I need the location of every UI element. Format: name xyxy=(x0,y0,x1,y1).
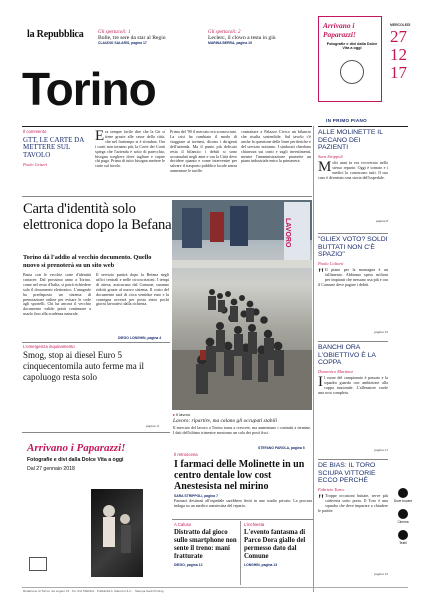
small-1-author: DIEGO, pagina 12 xyxy=(174,563,203,567)
bottom-promo[interactable] xyxy=(23,437,149,583)
teaser-1[interactable] xyxy=(98,30,202,45)
right-3-title: BANCHI ORA L'OBIETTIVO È LA COPPA xyxy=(318,344,376,367)
bottom-rule xyxy=(172,519,313,520)
theater-icon xyxy=(398,530,408,540)
right-column xyxy=(318,129,388,582)
smog-title: Smog, stop ai diesel Euro 5 cinquecentomila auto ferme ma il capoluogo resta solo xyxy=(23,350,144,382)
strip-rule xyxy=(22,196,312,197)
sidebar-item-cinema[interactable]: Cinema xyxy=(390,509,416,524)
right-3-author: Domenico Martinez xyxy=(318,368,353,374)
main-subtitle: Torino dà l'addio al vecchio documento. Quello nuovo si prenoterà su un sito web xyxy=(23,254,152,269)
teaser-2-title: Leclerc, il clown a testa in giù xyxy=(208,35,276,41)
small-1-title: Distratto dal gioco sullo smartphone non sente il treno: mani fratturate xyxy=(174,529,237,560)
masthead-rule xyxy=(22,126,312,127)
small-article-1[interactable] xyxy=(174,522,238,567)
commentary-text: E ra sempre facile dire che la Gtt si tiene grazie alle casse della città, che nel frattempo si è sfondata. Ora i conti non tornano più, la Corte dei Conti spiega che l'azienda è sotto di parecchio, bisogna scegliere dove tagliare e capire chi paga. Prima di tutto bisogna mettere le carte sul tavolo. xyxy=(95,130,165,169)
photo-sign: LAVORO xyxy=(284,218,291,248)
right-article-2[interactable] xyxy=(318,234,388,342)
date-year: 17 xyxy=(390,63,407,82)
photo-text: Il mercato del lavoro a Torino torna a crescere, ma aumentano i contratti a termine. I dati dell'ultimo trimestre mostrano un calo dei posti fissi. xyxy=(173,426,311,435)
sidebar-item-orari[interactable]: Dove trovare xyxy=(390,488,416,503)
commentary-kicker: Il commento xyxy=(23,129,47,134)
right-1-author: Sara Strippoli xyxy=(318,153,343,159)
right-article-3[interactable] xyxy=(318,342,388,460)
molinette-author: SARA STRIPPOLI, pagina 7 xyxy=(174,494,218,498)
smog-page: pagina 11 xyxy=(146,424,160,428)
right-1-text: Molti anni fa era ricoverato nello stesso reparto. Oggi è tornato e i medici lo conoscono tutti. Il suo caso è diventato una storia dell'ospedale. xyxy=(318,160,388,180)
crowd-photo-illustration xyxy=(172,200,312,410)
cinema-icon xyxy=(398,509,408,519)
right-1-page: pagina 8 xyxy=(376,218,388,223)
right-2-text: " Il piano per la montagna è un fallimento. Abbiamo speso milioni per impianti che nessuno usa più e ora il Comune deve pagare i debiti. xyxy=(318,267,388,287)
commentary-author: Paolo Griseri xyxy=(23,162,48,168)
main-author: DIEGO LONGHIN, pagina 4 xyxy=(118,336,162,340)
teaser-1-byline: CLAUDIO SALARIS, pagina 17 xyxy=(98,41,147,45)
footer-text: Redazione di Torino: via Lugaro 15 · Tel. 011 5690111 · Pubblicità A. Manzoni & C. · Stampa Gedi Printing xyxy=(23,589,164,593)
column-divider xyxy=(313,126,314,592)
commentary-text-right: contrattare a Palazzo Civico un bilancio che risulta sostenibile. Sul tavolo c'è anche la questione delle linee periferiche e del servizio notturno. I sindacati chiedono chiarezza sui conti e sugli investimenti, mentre l'amministrazione promette un piano industriale entro la primavera. xyxy=(241,130,311,164)
right-4-title: DE BIAS: IL TORO SCIUPA VITTORIE ECCO PERCHÉ xyxy=(318,462,376,485)
right-3-text: Il cuore del campionato è passato e la squadra guarda con ambizione alla coppa nazionale. L'allenatore vuole una rosa completa. xyxy=(318,375,388,395)
play-icon: ▸ xyxy=(173,412,176,417)
small-2-kicker: L'inchiesta xyxy=(244,522,265,527)
teaser-2-byline: MARINA BERRA, pagina 19 xyxy=(208,41,252,45)
main-headline[interactable]: Carta d'identità solo elettronica dopo la Befana xyxy=(23,201,172,234)
date-month: 12 xyxy=(390,45,407,64)
date-day: 27 xyxy=(390,27,407,46)
city-title: Torino xyxy=(22,63,156,115)
commentary-title: GTT, LE CARTE DA METTERE SUL TAVOLO xyxy=(23,136,84,159)
clock-icon xyxy=(398,488,408,498)
commentary-text-mid: Prima del '90 il mercato era sconosciuto. La crisi ha cambiato il modo di viaggiare ai torinesi, dicono i dirigenti dell'azienda. Ma il punto più delicato resta il bilancio: i debiti si sono accumulati negli anni e ora la Città deve decidere quanto e come intervenire per salvare il trasporto pubblico locale senza aumentare le tariffe. xyxy=(170,130,237,174)
sidebar-icons xyxy=(390,488,416,545)
smog-rule xyxy=(22,342,170,343)
mid-rule xyxy=(22,432,170,433)
smog-kicker: L'emergenza inquinamento xyxy=(23,344,75,349)
main-text-col1: Basta con le vecchie carte d'identità cartacee. Dal prossimo anno a Torino, come nel resto d'Italia, si potrà richiedere solo il documento elettronico. L'anagrafe ha predisposto un sistema di prenotazione online per evitare le code agli sportelli. Chi ha ancora il vecchio documento valido potrà continuare a usarlo fino alla scadenza naturale. xyxy=(23,273,91,317)
teaser-2-kicker: Gli spettacoli: 2 xyxy=(208,30,241,35)
molinette-article[interactable] xyxy=(174,452,312,508)
bottom-promo-title: Arrivano i Paparazzi! xyxy=(27,442,126,454)
photo-label: ▸ Il lavoro xyxy=(173,412,191,417)
right-article-1[interactable] xyxy=(318,129,388,234)
toc-header: IN PRIMO PIANO xyxy=(326,118,367,123)
molinette-text: Farmaci destinati all'ospedale sarebbero finiti in uno studio privato. La procura indaga su un medico anestesista del reparto. xyxy=(174,499,312,508)
photo-caption[interactable]: Lavoro: ripartire, ma calano gli occupati stabili xyxy=(173,418,277,424)
commentary-article[interactable] xyxy=(23,129,91,167)
date-day-label: MERCOLEDÌ xyxy=(390,23,411,27)
main-photo[interactable] xyxy=(172,200,312,410)
brand-logo: la Repubblica xyxy=(27,29,84,40)
bottom-divider xyxy=(240,521,241,585)
promo-badge-icon xyxy=(340,60,364,84)
small-article-2[interactable] xyxy=(244,522,312,567)
photo-author: STEFANO PAROLA, pagina 5 xyxy=(258,446,305,450)
smog-article[interactable] xyxy=(23,344,171,383)
bottom-promo-subtitle: Fotografie e divi dalla Dolce Vita a oggi xyxy=(27,457,124,463)
main-text-col2: Il servizio partirà dopo la Befana negli uffici centrali e nelle circoscrizioni. I tempi di attesa, assicurano dal Comune, saranno ridotti grazie al nuovo sistema. Il costo del documento sarà di circa ventidue euro e la consegna avverrà per posta entro pochi giorni lavorativi dalla richiesta. xyxy=(96,273,169,307)
right-article-4[interactable] xyxy=(318,460,388,582)
right-2-author: Paolo Coltorti xyxy=(318,260,344,266)
promo-subtitle: Fotografie e divi dalla Dolce Vita a oggi xyxy=(326,42,378,51)
molinette-kicker: Il retroscena xyxy=(174,452,198,457)
teaser-2[interactable] xyxy=(208,30,314,45)
promo-title: Arrivano i Paparazzi! xyxy=(323,21,356,39)
footer-rule xyxy=(22,587,408,588)
toc-rule xyxy=(318,126,408,127)
right-4-author: Fabrizio Turco xyxy=(318,486,345,492)
small-2-author: LONGHIN, pagina 13 xyxy=(244,563,278,567)
promo-logo-icon xyxy=(29,557,47,571)
promo-photo xyxy=(91,489,143,577)
right-3-page: pagina 21 xyxy=(374,447,388,452)
small-2-title: L'evento fantasma di Parco Dora giallo del permesso dato dal Comune xyxy=(244,529,306,560)
bottom-promo-date: Dal 27 gennaio 2018 xyxy=(27,466,75,472)
teaser-1-title: Bolle, tre sere da star al Regio xyxy=(98,35,166,41)
teaser-1-kicker: Gli spettacoli: 1 xyxy=(98,30,131,35)
right-1-title: ALLE MOLINETTE IL DECANO DEI PAZIENTI xyxy=(318,129,383,152)
promo-box[interactable] xyxy=(318,16,382,102)
paparazzi-figure-illustration xyxy=(91,489,143,577)
right-2-title: "GLIEX VOTO? SOLDI BUTTATI NON C'È SPAZIO" xyxy=(318,236,388,259)
molinette-title: I farmaci delle Molinette in un centro dentale low cost Anestesista nel mirino xyxy=(174,459,305,492)
commentary-dropcap: E xyxy=(95,130,105,144)
small-1-kicker: A Caluso xyxy=(174,522,192,527)
right-2-page: pagina 10 xyxy=(374,329,388,334)
right-4-text: " Troppe occasioni buttate, serve più cattiveria sotto porta. Il Toro è una squadra che deve imparare a chiudere le partite. xyxy=(318,493,388,513)
sidebar-item-teatri[interactable]: Teatri xyxy=(390,530,416,545)
right-4-page: pagina 19 xyxy=(374,571,388,576)
